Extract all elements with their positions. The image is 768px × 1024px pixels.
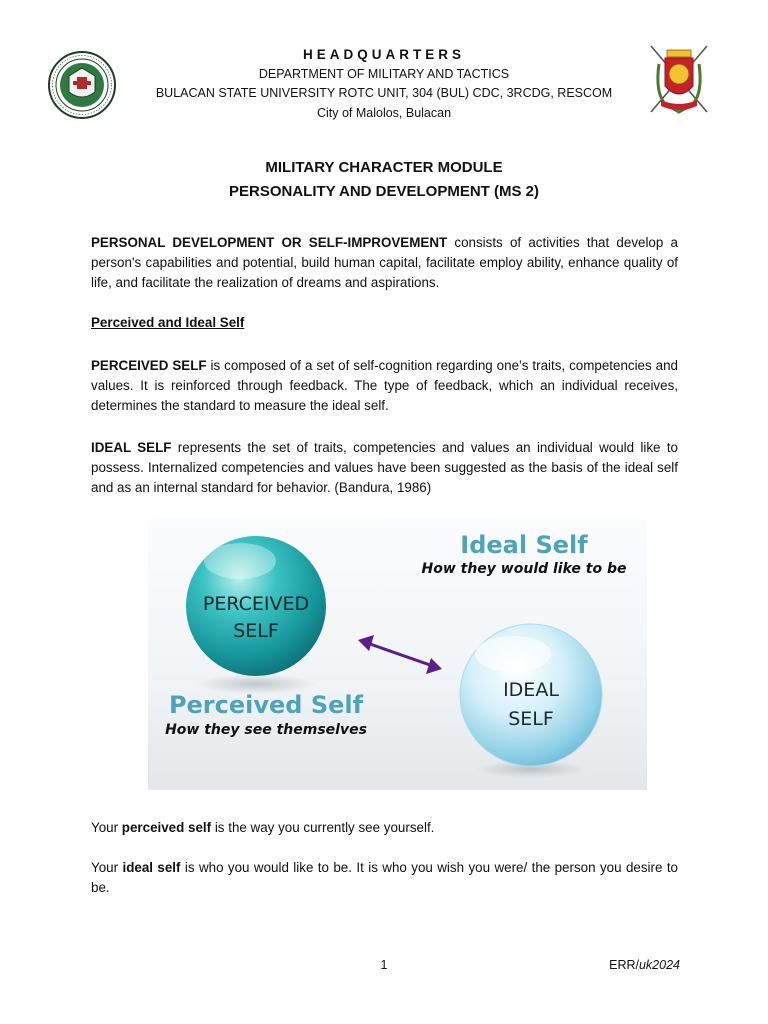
- intro-paragraph: [91, 233, 678, 294]
- perceived-term: PERCEIVED SELF: [91, 358, 207, 373]
- perceived-self-caption: How they see themselves: [165, 722, 367, 738]
- perceived-sphere-line1: PERCEIVED: [202, 593, 310, 615]
- ideal-sphere-line1: IDEAL: [503, 679, 559, 701]
- module-subtitle: PERSONALITY AND DEVELOPMENT (MS 2): [228, 183, 540, 200]
- document-code: [600, 958, 680, 972]
- intro-term: PERSONAL DEVELOPMENT OR SELF-IMPROVEMENT: [91, 235, 448, 250]
- perceived-summary-text: is the way you currently see yourself.: [211, 820, 435, 835]
- intro-text: consists of activities that develop a person's capabilities and potential, build human capital, facilitate employ ability, enhance quality of life, and facilitate the realization of dreams and aspirations.: [91, 235, 678, 291]
- city-name: City of Malolos, Bulacan: [316, 106, 452, 120]
- page-number: 1: [380, 958, 388, 972]
- ideal-summary-term: ideal self: [122, 860, 181, 875]
- headquarters-heading: HEADQUARTERS: [302, 47, 465, 62]
- ideal-self-heading: Ideal Self: [460, 531, 588, 559]
- perceived-summary-prefix: Your: [91, 820, 122, 835]
- department-name: DEPARTMENT OF MILITARY AND TACTICS: [258, 67, 510, 81]
- perceived-text: is composed of a set of self-cognition regarding one’s traits, competencies and values. It is reinforced through feedback. The type of feedback, which an individual receives, determines the standard to measure the ideal self.: [91, 358, 678, 414]
- perceived-self-summary: [91, 818, 678, 838]
- double-arrow-icon: [358, 635, 442, 674]
- module-title: MILITARY CHARACTER MODULE: [265, 159, 503, 176]
- document-code-suffix: uk2024: [638, 958, 680, 972]
- ideal-self-paragraph: [91, 438, 678, 499]
- perceived-self-paragraph: [91, 356, 678, 417]
- unit-name: BULACAN STATE UNIVERSITY ROTC UNIT, 304 (BUL) CDC, 3RCDG, RESCOM: [155, 86, 613, 100]
- document-code-prefix: ERR/: [609, 958, 639, 972]
- perceived-self-heading: Perceived Self: [168, 691, 364, 719]
- section-heading: Perceived and Ideal Self: [91, 315, 245, 330]
- perceived-summary-term: perceived self: [121, 820, 212, 835]
- ideal-self-summary: [91, 858, 678, 898]
- self-concept-figure: [148, 519, 647, 790]
- ideal-summary-prefix: Your: [91, 860, 123, 875]
- ideal-summary-text: is who you would like to be. It is who you wish you were/ the person you desire to be.: [91, 860, 678, 896]
- ideal-term: IDEAL SELF: [91, 440, 172, 455]
- ideal-self-caption: How they would like to be: [421, 561, 627, 577]
- perceived-sphere-line2: SELF: [233, 620, 279, 642]
- ideal-sphere-line2: SELF: [508, 708, 554, 730]
- ideal-text: represents the set of traits, competencies and values an individual would like to possess. Internalized competencies and values have been suggested as the basis of the ideal self and as an internal standard for behavior. (Bandura, 1986): [91, 440, 679, 496]
